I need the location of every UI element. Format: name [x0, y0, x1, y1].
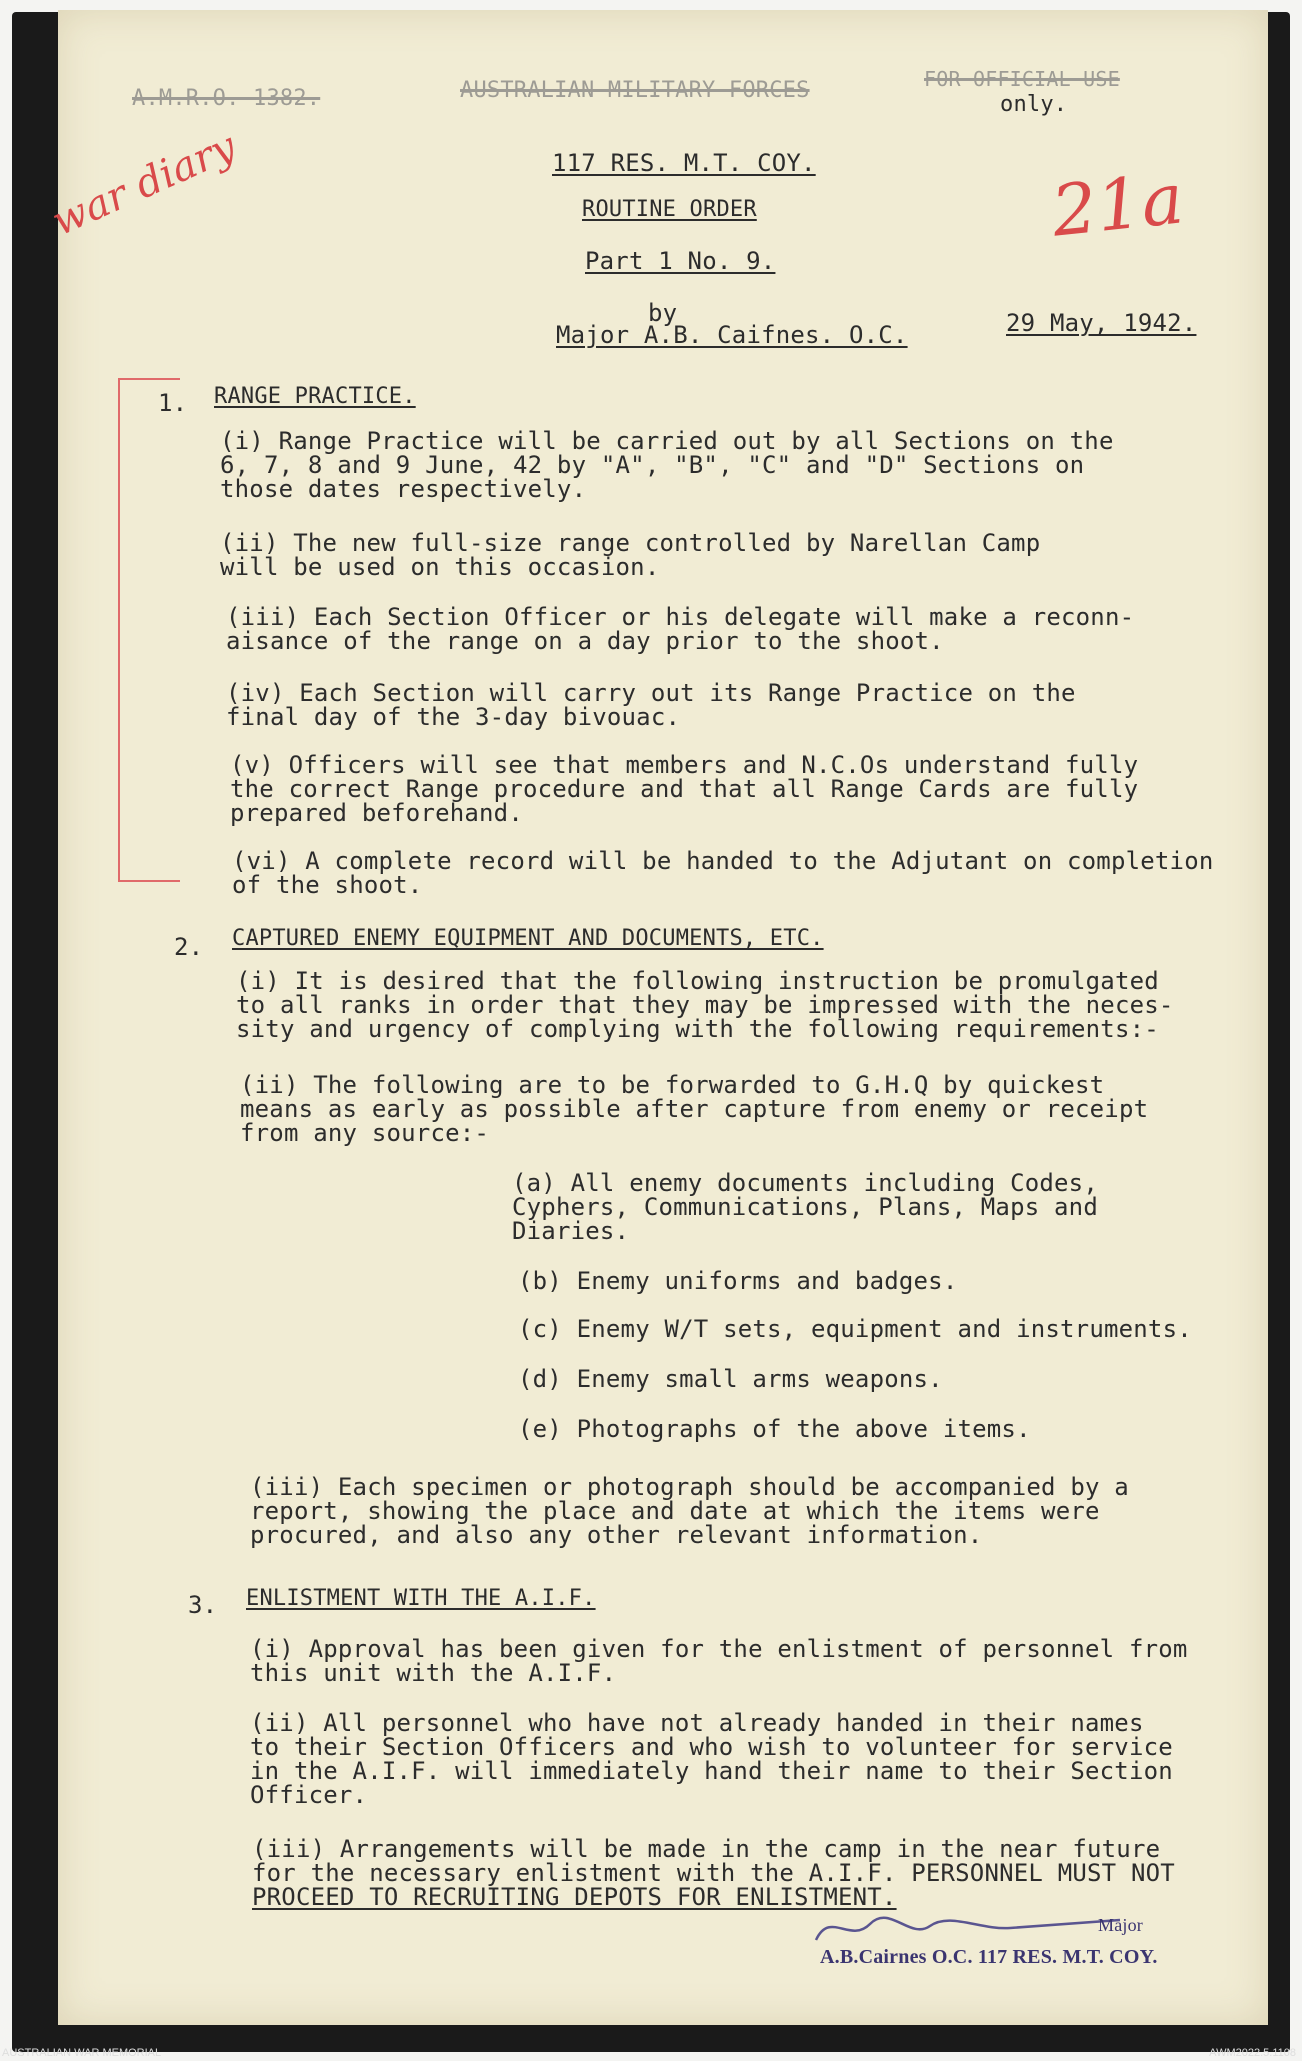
s3-line: for the necessary enlistment with the A.I.F. PERSONNEL MUST NOT: [252, 1859, 1175, 1887]
s2-item: (b) Enemy uniforms and badges.: [518, 1267, 958, 1295]
s1-line: those dates respectively.: [220, 475, 587, 503]
signature-rank: Major: [1098, 1915, 1143, 1935]
official-use-heading: FOR OFFICIAL USE: [924, 67, 1120, 91]
s1-line: (vi) A complete record will be handed to the Adjutant on completion: [232, 847, 1214, 875]
s2-item: Diaries.: [512, 1217, 630, 1245]
s1-line: (iii) Each Section Officer or his delegate will make a reconn-: [226, 603, 1135, 631]
s2-line: report, showing the place and date at which the items were: [250, 1497, 1100, 1525]
s1-line: 6, 7, 8 and 9 June, 42 by "A", "B", "C" and "D" Sections on: [220, 451, 1085, 479]
issuing-officer: Major A.B. Caifnes. O.C.: [556, 321, 908, 349]
s2-line: (iii) Each specimen or photograph should be accompanied by a: [250, 1473, 1129, 1501]
s2-item: (e) Photographs of the above items.: [518, 1415, 1031, 1443]
s1-line: aisance of the range on a day prior to the shoot.: [226, 627, 944, 655]
s3-line: (ii) All personnel who have not already handed in their names: [250, 1709, 1144, 1737]
s3-line: to their Section Officers and who wish to volunteer for service: [250, 1733, 1173, 1761]
section-3-number: 3.: [188, 1591, 218, 1619]
s1-line: (v) Officers will see that members and N.C.Os understand fully: [230, 751, 1139, 779]
s2-line: (ii) The following are to be forwarded to G.H.Q by quickest: [240, 1071, 1105, 1099]
s1-line: will be used on this occasion.: [220, 553, 660, 581]
s2-line: means as early as possible after capture from enemy or receipt: [240, 1095, 1149, 1123]
s3-line: Officer.: [250, 1781, 368, 1809]
red-margin-bracket: [118, 378, 180, 882]
s1-line: of the shoot.: [232, 871, 423, 899]
s1-line: (iv) Each Section will carry out its Range Practice on the: [226, 679, 1076, 707]
section-1-heading: RANGE PRACTICE.: [214, 384, 416, 409]
archive-credit: AUSTRALIAN WAR MEMORIAL: [2, 2047, 162, 2059]
s1-line: the correct Range procedure and that all Range Cards are fully: [230, 775, 1139, 803]
by-label: by: [648, 299, 678, 327]
s2-item: (a) All enemy documents including Codes,: [512, 1169, 1098, 1197]
part-number: Part 1 No. 9.: [585, 247, 776, 275]
unit-title: 117 RES. M.T. COY.: [552, 149, 816, 177]
s2-line: from any source:-: [240, 1119, 490, 1147]
amro-number: A.M.R.O. 1382.: [132, 86, 321, 111]
s2-item: Cyphers, Communications, Plans, Maps and: [512, 1193, 1098, 1221]
section-2-heading: CAPTURED ENEMY EQUIPMENT AND DOCUMENTS, ETC.: [232, 926, 824, 951]
s2-line: sity and urgency of complying with the following requirements:-: [236, 1015, 1159, 1043]
officer-stamp: A.B.Cairnes O.C. 117 RES. M.T. COY.: [820, 1946, 1158, 1968]
s1-line: prepared beforehand.: [230, 799, 523, 827]
s3-line: PROCEED TO RECRUITING DEPOTS FOR ENLISTMENT.: [252, 1883, 897, 1911]
force-heading: AUSTRALIAN MILITARY FORCES: [460, 78, 810, 103]
s2-item: (c) Enemy W/T sets, equipment and instruments.: [518, 1315, 1192, 1343]
s3-line: (iii) Arrangements will be made in the camp in the near future: [252, 1835, 1161, 1863]
page-number-annotation: 21a: [1048, 157, 1188, 253]
archive-reference: AWM2022.5.1108: [1209, 2047, 1296, 2059]
order-date: 29 May, 1942.: [1006, 309, 1197, 337]
s1-line: (i) Range Practice will be carried out by all Sections on the: [220, 427, 1114, 455]
s1-line: (ii) The new full-size range controlled by Narellan Camp: [220, 529, 1041, 557]
war-diary-annotation: war diary: [45, 123, 243, 246]
s1-line: final day of the 3-day bivouac.: [226, 703, 681, 731]
section-2-number: 2.: [174, 933, 204, 961]
s2-line: to all ranks in order that they may be impressed with the neces-: [236, 991, 1174, 1019]
routine-order-title: ROUTINE ORDER: [582, 197, 757, 222]
s2-line: procured, and also any other relevant information.: [250, 1521, 983, 1549]
s3-line: this unit with the A.I.F.: [250, 1659, 617, 1687]
section-1-number: 1.: [158, 389, 188, 417]
s3-line: (i) Approval has been given for the enlistment of personnel from: [250, 1635, 1188, 1663]
only-label: only.: [1000, 92, 1068, 117]
section-3-heading: ENLISTMENT WITH THE A.I.F.: [246, 1586, 596, 1611]
s3-line: in the A.I.F. will immediately hand their name to their Section: [250, 1757, 1173, 1785]
s2-item: (d) Enemy small arms weapons.: [518, 1365, 943, 1393]
s2-line: (i) It is desired that the following instruction be promulgated: [236, 967, 1159, 995]
